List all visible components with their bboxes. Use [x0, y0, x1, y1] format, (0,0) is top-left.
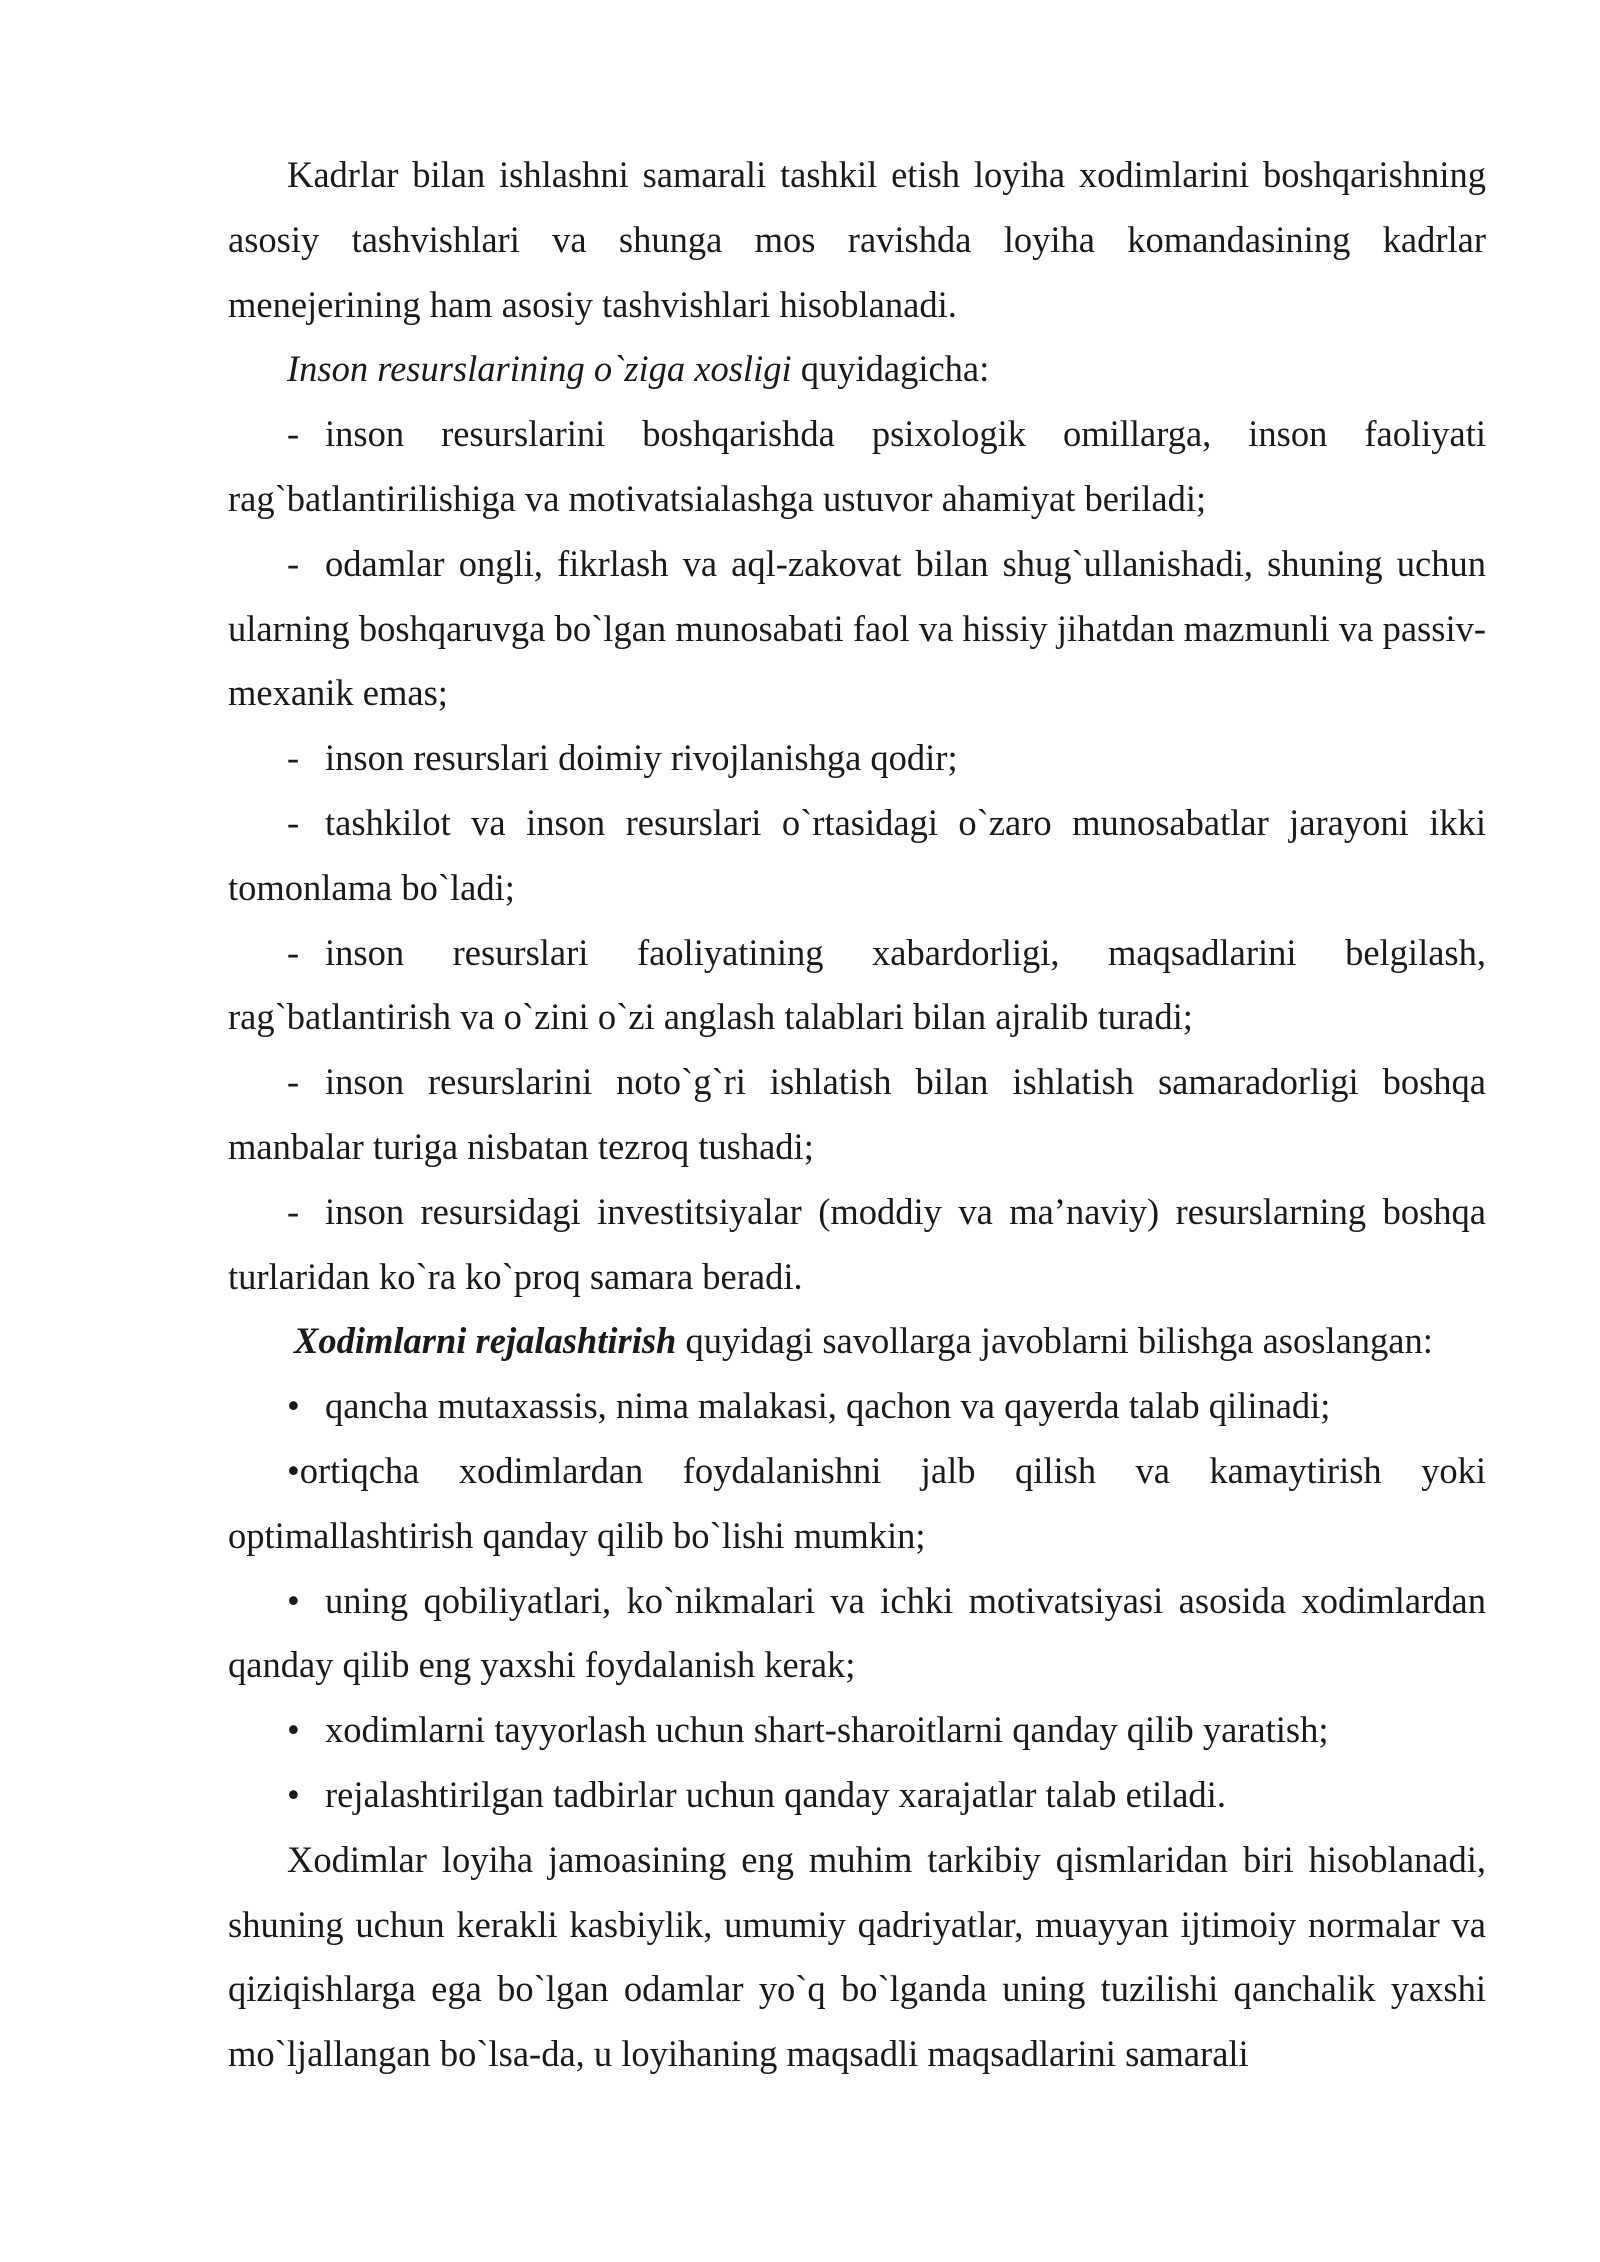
dash-marker: - — [287, 801, 300, 843]
list-item-text: inson resurslari doimiy rivojlanishga qodir; — [325, 737, 958, 779]
lead-text: quyidagi savollarga javoblarni bilishga asoslangan: — [676, 1320, 1433, 1362]
list-item-text: ortiqcha xodimlardan foydalanishni jalb qilish va kamaytirish yoki optimallashtirish qanday qilib bo`lishi mumkin; — [228, 1449, 1486, 1556]
paragraph-closing — [228, 1828, 1486, 2087]
paragraph-planning-lead — [228, 1309, 1486, 1374]
list-item — [228, 532, 1486, 726]
dash-marker: - — [287, 542, 300, 584]
document-page — [228, 143, 1486, 2087]
list-item — [228, 1763, 1486, 1828]
bullet-list — [228, 1374, 1486, 1828]
list-item — [228, 791, 1486, 921]
bullet-marker: • — [287, 1773, 300, 1815]
list-item — [228, 726, 1486, 791]
paragraph-specifics-lead — [228, 337, 1486, 402]
paragraph-intro-text: Kadrlar bilan ishlashni samarali tashkil etish loyiha xodimlarini boshqarishning asosiy tashvishlari va shunga mos ravishda loyiha komandasining kadrlar menejerining ham asosiy tashvishlari hisoblanadi. — [228, 154, 1486, 325]
bullet-marker: • — [287, 1385, 300, 1427]
list-item — [228, 402, 1486, 532]
dash-marker: - — [287, 931, 300, 973]
list-item-text: odamlar ongli, fikrlash va aql-zakovat bilan shug`ullanishadi, shuning uchun ularning boshqaruvga bo`lgan munosabati faol va hissiy jihatdan mazmunli va passiv-mexanik emas; — [228, 542, 1486, 714]
list-item-text: inson resurslari faoliyatining xabardorligi, maqsadlarini belgilash, rag`batlantirish va o`zini o`zi anglash talablari bilan ajralib turadi; — [228, 931, 1486, 1038]
dash-marker: - — [287, 737, 300, 779]
bullet-marker: • — [287, 1449, 300, 1491]
list-item-text: xodimlarni tayyorlash uchun shart-sharoitlarni qanday qilib yaratish; — [325, 1709, 1329, 1751]
dash-marker: - — [287, 413, 300, 455]
list-item-text: uning qobiliyatlari, ko`nikmalari va ichki motivatsiyasi asosida xodimlardan qanday qilib eng yaxshi foydalanish kerak; — [228, 1579, 1486, 1686]
list-item-text: qancha mutaxassis, nima malakasi, qachon va qayerda talab qilinadi; — [325, 1385, 1331, 1427]
list-item-text: inson resurslarini boshqarishda psixologik omillarga, inson faoliyati rag`batlantirilishiga va motivatsialashga ustuvor ahamiyat beriladi; — [228, 413, 1486, 519]
list-item — [228, 1374, 1486, 1439]
list-item-text: inson resursidagi investitsiyalar (moddiy va ma’naviy) resurslarning boshqa turlaridan ko`ra ko`proq samara beradi. — [228, 1190, 1486, 1297]
list-item — [228, 921, 1486, 1051]
dash-marker: - — [287, 1061, 300, 1103]
italic-term: Inson resurslarining o`ziga xosligi — [287, 348, 792, 390]
list-item — [228, 1439, 1486, 1569]
bullet-marker: • — [287, 1709, 300, 1751]
list-item-text: rejalashtirilgan tadbirlar uchun qanday xarajatlar talab etiladi. — [325, 1773, 1226, 1815]
dash-marker: - — [287, 1190, 300, 1232]
list-item-text: tashkilot va inson resurslari o`rtasidagi o`zaro munosabatlar jarayoni ikki tomonlama bo`ladi; — [228, 801, 1486, 908]
list-item — [228, 1569, 1486, 1699]
bullet-marker: • — [287, 1579, 300, 1621]
paragraph-intro — [228, 143, 1486, 337]
list-item — [228, 1050, 1486, 1180]
lead-text: quyidagicha: — [791, 348, 990, 390]
list-item — [228, 1180, 1486, 1310]
list-item-text: inson resurslarini noto`g`ri ishlatish bilan ishlatish samaradorligi boshqa manbalar turiga nisbatan tezroq tushadi; — [228, 1061, 1486, 1167]
list-item — [228, 1698, 1486, 1763]
paragraph-closing-text: Xodimlar loyiha jamoasining eng muhim tarkibiy qismlaridan biri hisoblanadi, shuning uchun kerakli kasbiylik, umumiy qadriyatlar, muayyan ijtimoiy normalar va qiziqishlarga ega bo`lgan odamlar yo`q bo`lganda uning tuzilishi qanchalik yaxshi mo`ljallangan bo`lsa-da, u loyihaning maqsadli maqsadlarini samarali — [228, 1838, 1486, 2075]
dash-list — [228, 402, 1486, 1309]
bold-italic-term: Xodimlarni rejalashtirish — [294, 1320, 677, 1362]
